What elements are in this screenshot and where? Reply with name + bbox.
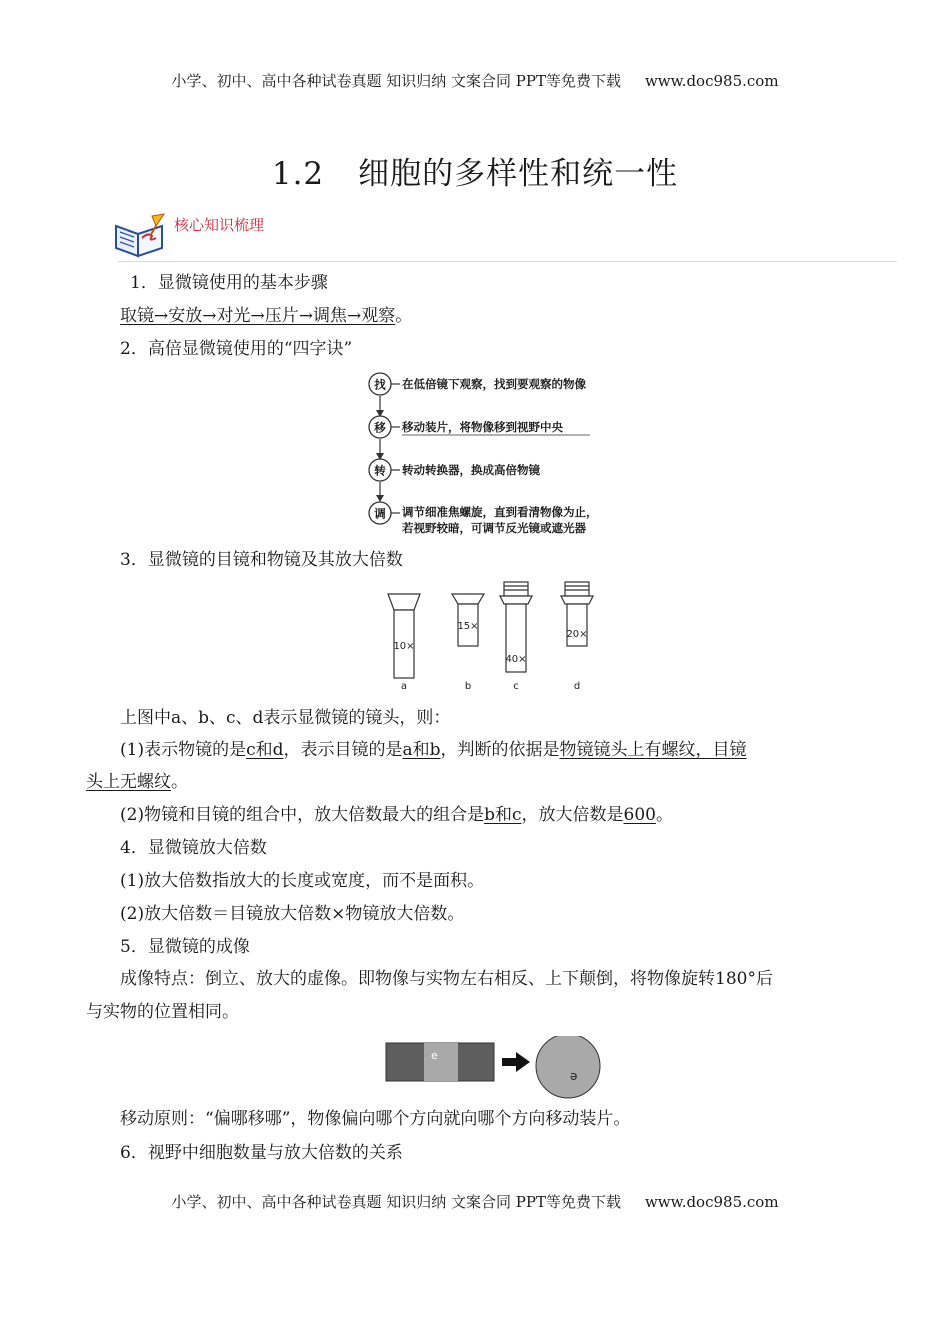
header-site: www.doc985.com (644, 72, 779, 90)
svg-text:调节细准焦螺旋，直到看清物像为止，: 调节细准焦螺旋，直到看清物像为止， (402, 505, 598, 519)
svg-text:d: d (573, 681, 581, 692)
image-inversion-diagram (384, 1036, 604, 1100)
page-title (0, 148, 950, 193)
heading-6: 6．视野中细胞数量与放大倍数的关系 (120, 1143, 403, 1163)
svg-text:a: a (400, 681, 408, 692)
item-4-line-2: (2)放大倍数＝目镜放大倍数×物镜放大倍数。 (120, 904, 465, 924)
svg-text:b: b (464, 681, 472, 692)
lens-intro: 上图中a、b、c、d表示显微镜的镜头，则： (120, 708, 451, 728)
flow-step-turn (369, 459, 540, 481)
step-1: 取镜 (120, 306, 154, 326)
step-5: 调焦 (313, 306, 347, 326)
question-2: (2)物镜和目镜的组合中，放大倍数最大的组合是b和c，放大倍数是600。 (120, 805, 673, 825)
steps-end: 。 (395, 306, 413, 326)
step-2: 安放 (168, 306, 203, 326)
svg-text:转动转换器，换成高倍物镜: 转动转换器，换成高倍物镜 (402, 463, 540, 477)
question-1-cont: 头上无螺纹。 (86, 772, 188, 792)
slide (386, 1043, 494, 1081)
notebook-pen-icon (112, 212, 168, 258)
header-text: 小学、初中、高中各种试卷真题 知识归纳 文案合同 PPT等免费下载 (171, 72, 621, 90)
step-6: 观察 (361, 306, 396, 326)
svg-text:找: 找 (374, 377, 386, 392)
imaging-line-2: 与实物的位置相同。 (86, 1002, 239, 1022)
svg-text:10×: 10× (393, 641, 415, 652)
answer-reason: 物镜镜头上有螺纹，目镜 (559, 740, 747, 760)
heading-4: 4．显微镜放大倍数 (120, 838, 267, 858)
imaging-line-1: 成像特点：倒立、放大的虚像。即物像与实物左右相反、上下颠倒，将物像旋转180°后 (120, 969, 773, 989)
four-step-flow-diagram (360, 368, 630, 540)
step-arrow: → (250, 306, 265, 326)
svg-text:若视野较暗，可调节反光镜或遮光器: 若视野较暗，可调节反光镜或遮光器 (402, 521, 586, 535)
page-header (0, 70, 950, 91)
lens-c (500, 582, 532, 692)
svg-text:移动装片，将物像移到视野中央: 移动装片，将物像移到视野中央 (402, 420, 563, 434)
step-3: 对光 (216, 306, 251, 326)
footer-text: 小学、初中、高中各种试卷真题 知识归纳 文案合同 PPT等免费下载 (171, 1193, 621, 1211)
svg-text:15×: 15× (457, 621, 479, 632)
svg-text:40×: 40× (505, 654, 527, 665)
svg-text:在低倍镜下观察，找到要观察的物像: 在低倍镜下观察，找到要观察的物像 (402, 377, 586, 391)
heading-5: 5．显微镜的成像 (120, 937, 250, 957)
svg-text:转: 转 (374, 463, 386, 478)
step-arrow: → (347, 306, 362, 326)
svg-text:c: c (513, 681, 519, 692)
section-divider (118, 261, 897, 262)
lenses-diagram (380, 578, 600, 696)
flow-step-move (369, 416, 590, 438)
microscope-view (536, 1036, 600, 1098)
step-arrow: → (202, 306, 217, 326)
title-number: 1.2 (271, 156, 325, 192)
heading-3: 3．显微镜的目镜和物镜及其放大倍数 (120, 550, 403, 570)
question-1: (1)表示物镜的是c和d，表示目镜的是a和b，判断的依据是物镜镜头上有螺纹，目镜 (120, 740, 747, 760)
lens-a (388, 594, 420, 692)
arrow-right-icon (502, 1052, 530, 1072)
svg-text:20×: 20× (566, 629, 588, 640)
item-4-line-1: (1)放大倍数指放大的长度或宽度，而不是面积。 (120, 871, 485, 891)
step-arrow: → (298, 306, 313, 326)
steps-line (120, 305, 412, 327)
heading-2: 2．高倍显微镜使用的“四字诀” (120, 339, 353, 359)
svg-text:移: 移 (374, 420, 386, 435)
lens-b (452, 594, 484, 692)
moving-principle: 移动原则：“偏哪移哪”，物像偏向哪个方向就向哪个方向移动装片。 (120, 1109, 631, 1129)
heading-1: 1．显微镜使用的基本步骤 (130, 273, 328, 293)
svg-text:调: 调 (374, 506, 386, 521)
lens-d (561, 582, 593, 692)
section-label: 核心知识梳理 (174, 216, 265, 234)
flow-step-find (369, 373, 586, 395)
flow-step-adjust (369, 502, 598, 535)
answer-reason-cont: 头上无螺纹 (86, 772, 171, 792)
view-letter: ə (570, 1069, 578, 1083)
answer-combo: b和c (484, 805, 522, 825)
answer-objectives: c和d (246, 740, 284, 760)
footer-site: www.doc985.com (644, 1193, 779, 1211)
step-arrow: → (154, 306, 169, 326)
answer-magnification: 600 (623, 805, 656, 825)
slide-letter: e (431, 1049, 438, 1062)
answer-eyepieces: a和b (402, 740, 441, 760)
step-4: 压片 (264, 306, 299, 326)
page-footer (0, 1191, 950, 1212)
title-text: 细胞的多样性和统一性 (358, 156, 679, 192)
